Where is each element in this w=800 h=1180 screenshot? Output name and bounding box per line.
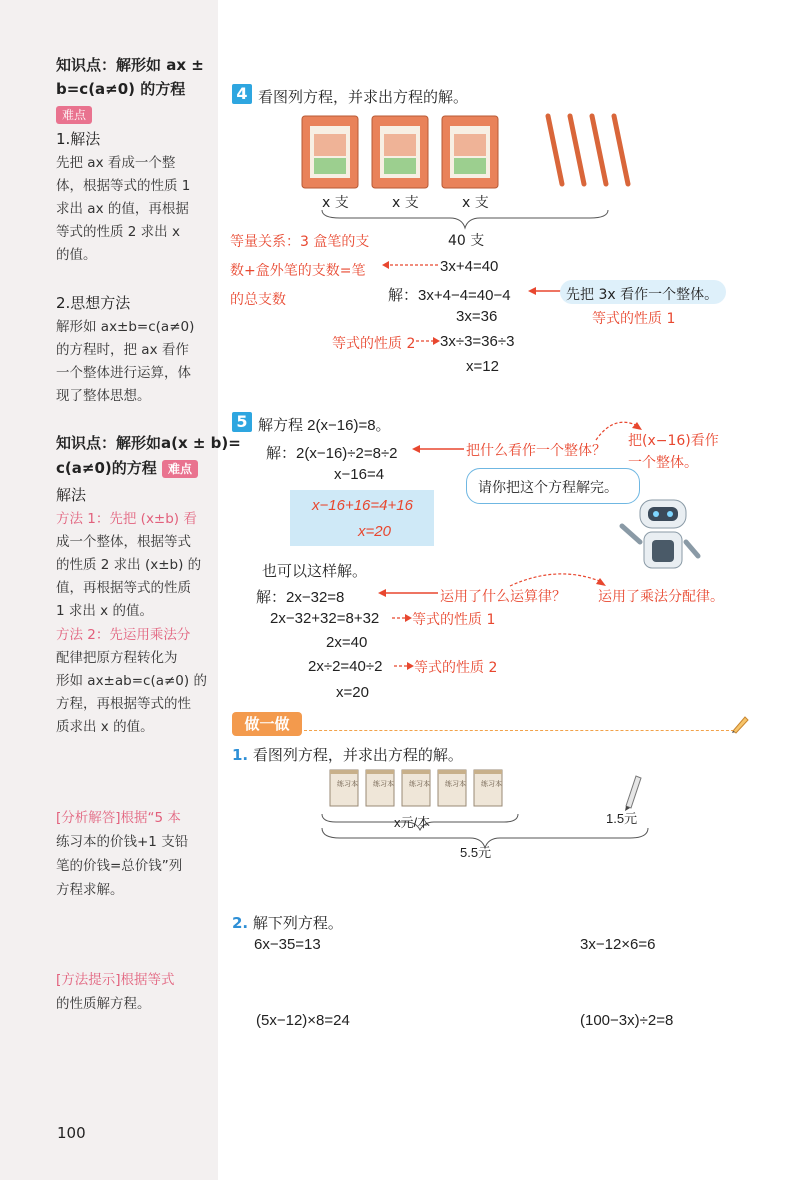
- single-pencil-icon: [618, 770, 644, 812]
- pen-boxes-illustration: [300, 108, 650, 198]
- practice-2: 2. 解下列方程。: [232, 914, 343, 932]
- alt-step-1: 解：2x−32=8: [256, 589, 345, 606]
- q4-equation: 3x+4=40: [440, 258, 499, 275]
- q5-step-1: 解：2(x−16)÷2=8÷2: [266, 445, 398, 462]
- practice-1: 1. 看图列方程，并求出方程的解。: [232, 746, 463, 764]
- q5-title: 解方程 2(x−16)=8。: [258, 417, 391, 434]
- page-number: 100: [57, 1124, 86, 1142]
- method-hint-note: [方法提示]根据等式 的性质解方程。: [56, 972, 175, 1012]
- section-method-title: 1.解法: [56, 130, 101, 148]
- q4-title: 看图列方程，并求出方程的解。: [258, 88, 469, 106]
- operation-law-answer: 运用了乘法分配律。: [598, 589, 724, 605]
- alternative-intro: 也可以这样解。: [262, 562, 368, 580]
- step1-note: 先把 3x 看作一个整体。: [566, 287, 719, 303]
- highlight-line-1: x−16+16=4+16: [312, 497, 413, 514]
- robot-bubble-text: 请你把这个方程解完。: [478, 480, 618, 496]
- alt4-arrow: [392, 659, 416, 673]
- section-thinking-title: 2.思想方法: [56, 294, 131, 312]
- section-thinking-text: 解形如 ax±b=c(a≠0) 的方程时，把 ax 看作 一个整体进行运算，体 现了整体思想。: [56, 319, 195, 404]
- q4-step-1: 解：3x+4−4=40−4: [388, 287, 511, 304]
- property-1-note: 等式的性质 1: [592, 311, 676, 327]
- alt4-property-note: 等式的性质 2: [414, 660, 498, 676]
- knowledge-point-1-title-cont: b=c(a≠0) 的方程: [56, 80, 186, 98]
- box-label-1: x 支: [322, 195, 349, 211]
- alt-step-5: x=20: [336, 684, 369, 701]
- equation-1: 6x−35=13: [254, 936, 321, 953]
- operation-law-question: 运用了什么运算律？: [440, 589, 566, 605]
- notebook-label-3: 练习本: [409, 780, 430, 788]
- knowledge-point-2-title-cont: c(a≠0)的方程 难点: [56, 457, 198, 478]
- question2-curved-arrow: [508, 568, 608, 590]
- pencil-price-label: 1.5元: [606, 811, 638, 826]
- whole-question: 把什么看作一个整体？: [466, 443, 606, 459]
- loose-pens-icon: [548, 116, 628, 184]
- method-1-text: 方法 1：先把 (x±b) 看 成一个整体，根据等式 的性质 2 求出 (x±b) 的 值，再根据等式的性质 1 求出 x 的值。: [56, 511, 202, 619]
- analysis-note: [分析解答]根据“5 本 练习本的价钱+1 支铅 笔的价钱=总价钱”列 方程求解。: [56, 810, 189, 898]
- pen-box-icon: [372, 116, 428, 188]
- pen-box-icon: [302, 116, 358, 188]
- practice-banner: 做一做: [232, 712, 302, 736]
- unit-price-label: x元/本: [394, 815, 431, 830]
- kp2-method-title: 解法: [56, 486, 87, 504]
- pen-box-icon: [442, 116, 498, 188]
- box-label-3: x 支: [462, 195, 489, 211]
- q4-step-3: 3x÷3=36÷3: [440, 333, 515, 350]
- property-2-note: 等式的性质 2: [332, 336, 416, 352]
- robot-icon: [610, 492, 706, 576]
- knowledge-point-1-title: 知识点：解形如 ax ±: [56, 56, 204, 74]
- q4-step-4: x=12: [466, 358, 499, 375]
- step1-question-arrow: [410, 442, 466, 456]
- notebooks-illustration: [328, 768, 504, 810]
- highlight-line-2: x=20: [358, 523, 391, 540]
- method-2-text: 方法 2：先运用乘法分 配律把原方程转化为 形如 ax±ab=c(a≠0) 的 方程，再根据等式的性 质求出 x 的值。: [56, 627, 207, 735]
- q5-number-badge: 5: [232, 412, 252, 432]
- q4-number-badge: 4: [232, 84, 252, 104]
- alt-question-arrow: [376, 586, 440, 600]
- total-price-label: 5.5元: [460, 845, 492, 860]
- q5-step-2: x−16=4: [334, 466, 385, 483]
- notebook-label-5: 练习本: [481, 780, 502, 788]
- equation-4: (100−3x)÷2=8: [580, 1012, 674, 1029]
- section-method-text: 先把 ax 看成一个整 体，根据等式的性质 1 求出 ax 的值，再根据 等式的性质 2 求出 x 的值。: [56, 155, 191, 263]
- difficulty-badge: 难点: [56, 104, 92, 124]
- property-2-arrow: [414, 334, 442, 348]
- q4-step-2: 3x=36: [456, 308, 498, 325]
- notebook-label-4: 练习本: [445, 780, 466, 788]
- pencil-icon: [730, 712, 750, 734]
- total-pens-label: 40 支: [448, 233, 485, 249]
- equation-2: 3x−12×6=6: [580, 936, 656, 953]
- whole-answer: 把(x−16)看作 一个整体。: [628, 433, 719, 471]
- banner-dashed-line: [304, 730, 734, 731]
- notebook-label-2: 练习本: [373, 780, 394, 788]
- alt-step-4: 2x÷2=40÷2: [308, 658, 383, 675]
- alt2-arrow: [390, 611, 414, 625]
- relation-arrow: [380, 258, 440, 272]
- box-label-2: x 支: [392, 195, 419, 211]
- alt-step-2: 2x−32+32=8+32: [270, 610, 380, 627]
- knowledge-point-2-title: 知识点：解形如a(x ± b)=: [56, 434, 241, 452]
- notebook-label-1: 练习本: [337, 780, 358, 788]
- alt-step-3: 2x=40: [326, 634, 368, 651]
- equality-relation-note: 等量关系：3 盒笔的支 数+盒外笔的支数=笔 的总支数: [230, 234, 370, 308]
- equation-3: (5x−12)×8=24: [256, 1012, 350, 1029]
- alt2-property-note: 等式的性质 1: [412, 612, 496, 628]
